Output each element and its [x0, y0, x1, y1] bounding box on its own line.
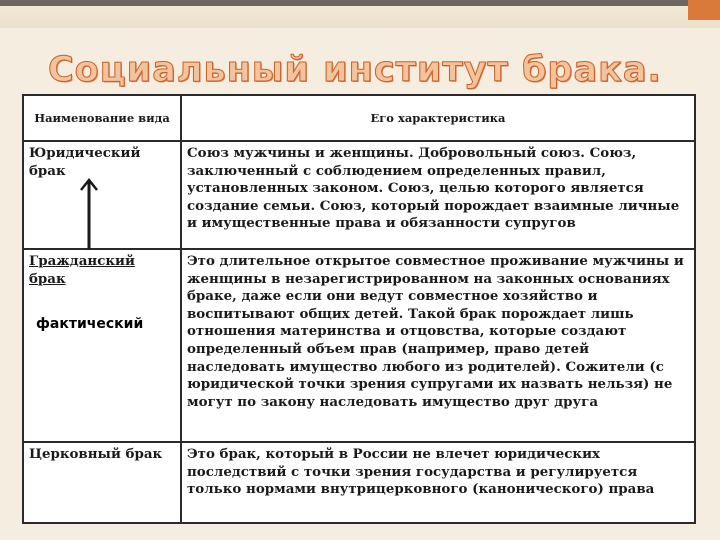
row-type-legal: [23, 141, 181, 249]
header-type: Наименование вида: [23, 95, 181, 141]
header-accent-block: [688, 0, 720, 20]
up-arrow-icon: [78, 176, 100, 250]
row-description: Союз мужчины и женщины. Добровольный союз. Союз, заключенный с соблюдением определенных правил, установленных законом. Союз, целью которого является создание семьи. Союз, который порождает взаимные личные и имущественные права и обязанности супругов: [181, 141, 695, 249]
header-light-stripe: [0, 6, 720, 28]
row-description: Это брак, который в России не влечет юридических последствий с точки зрения государства и регулируется только нормами внутрицерковного (канонического) права: [181, 442, 695, 523]
slide-header-band: [0, 0, 720, 44]
table-row: [23, 442, 695, 523]
slide-title: Социальный институт брака.: [48, 50, 662, 90]
row-type-civil: [23, 249, 181, 442]
header-description: Его характеристика: [181, 95, 695, 141]
row-type-label: Церковный брак: [29, 446, 163, 462]
fact-annotation-label: фактический: [36, 316, 144, 332]
row-type-label: Юридический брак: [29, 145, 141, 179]
marriage-types-table: [22, 94, 696, 524]
table-header-row: [23, 95, 695, 141]
table-row: [23, 249, 695, 442]
table-row: [23, 141, 695, 249]
row-type-church: [23, 442, 181, 523]
row-description: Это длительное открытое совместное проживание мужчины и женщины в незарегистрированном на законных основаниях браке, даже если они ведут совместное хозяйство и воспитывают общих детей. Такой брак порождает лишь отношения материнства и отцовства, которые создают определенный объем прав (например, право детей наследовать имущество любого из родителей). Сожители (с юридической точки зрения супругами их назвать нельзя) не могут по закону наследовать имущество друг друга: [181, 249, 695, 442]
row-type-label: Гражданский брак: [29, 253, 135, 287]
